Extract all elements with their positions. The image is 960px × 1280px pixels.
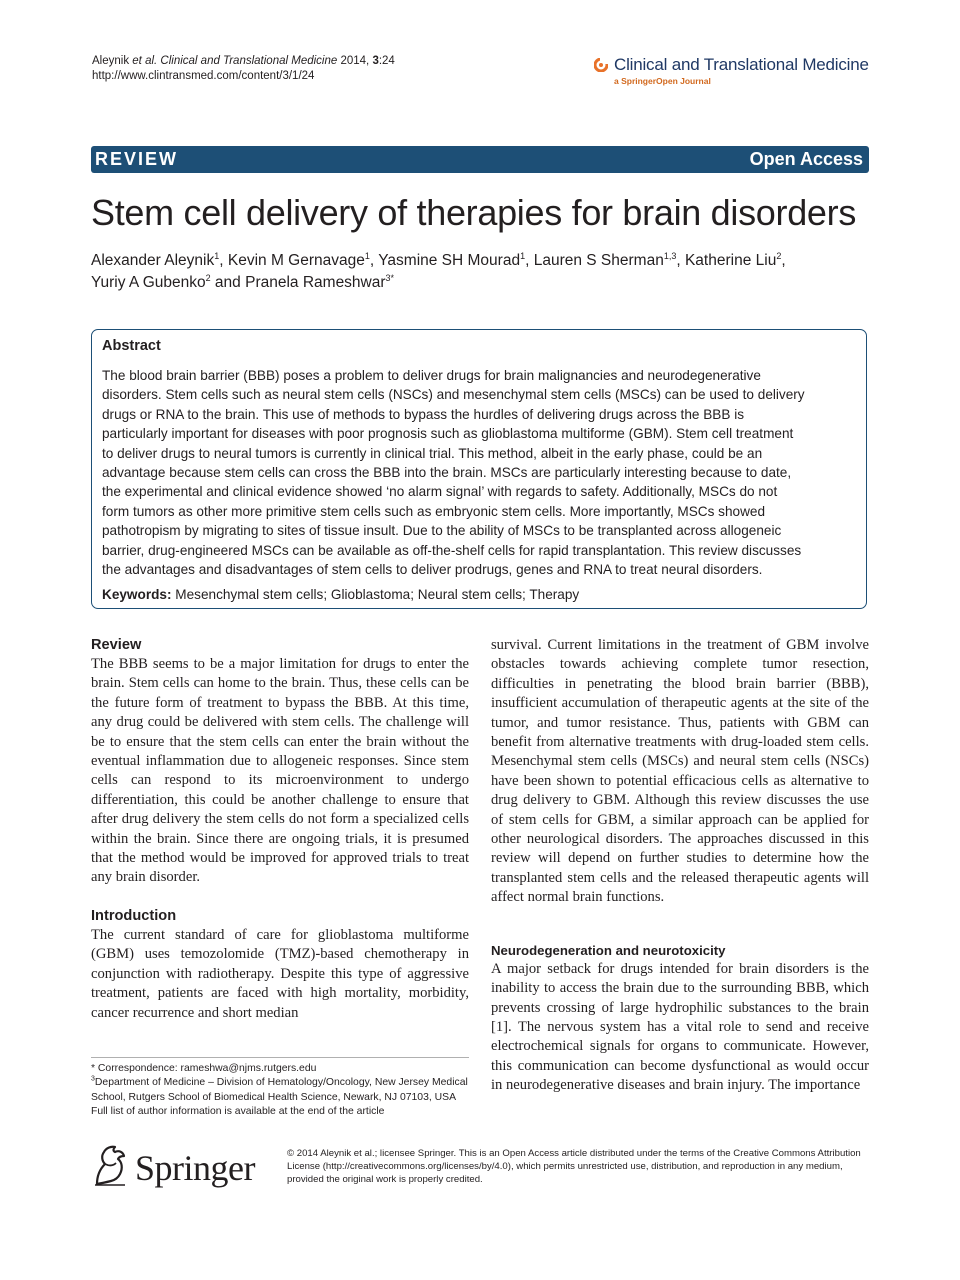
- author-name: Katherine Liu: [684, 252, 777, 269]
- affiliation-mark: 3: [91, 1075, 95, 1083]
- affiliation-text: Department of Medicine – Division of Hematology/Oncology, New Jersey Medical School, Rutgers School of Biomedical Health Science, Newark, NJ 07103, USA: [91, 1077, 468, 1103]
- author-affiliation-mark: 1: [364, 250, 370, 261]
- journal-logo-subtitle: a SpringerOpen Journal: [614, 76, 711, 86]
- author-name: Yuriy A Gubenko: [91, 274, 206, 291]
- author-separator: ,: [676, 252, 685, 269]
- author-affiliation-mark: 3*: [385, 272, 395, 283]
- keywords-label: Keywords:: [102, 587, 172, 602]
- citation-article: :24: [378, 55, 395, 67]
- citation-line: [92, 54, 395, 69]
- journal-logo-title: Clinical and Translational Medicine: [614, 55, 869, 74]
- author-separator: ,: [525, 252, 534, 269]
- journal-logo-icon: [594, 58, 608, 72]
- author-affiliation-mark: 2: [205, 272, 211, 283]
- author-name: Kevin M Gernavage: [227, 252, 365, 269]
- abstract-line: disorders. Stem cells such as neural stem cells (NSCs) and mesenchymal stem cells (MSCs) can be used to delivery: [102, 387, 805, 403]
- author-name: Alexander Aleynik: [91, 252, 215, 269]
- article-title: Stem cell delivery of therapies for brain disorders: [91, 192, 857, 233]
- author-name: Lauren S Sherman: [533, 252, 664, 269]
- author-affiliation-mark: 1: [520, 250, 526, 261]
- column-left: [91, 636, 469, 1023]
- abstract-box: [91, 329, 867, 609]
- column-right: [491, 636, 869, 1096]
- abstract-line: particularly important for diseases with poor prognosis such as glioblastoma multiforme (GBM). Stem cell treatment: [102, 426, 794, 442]
- article-url[interactable]: http://www.clintransmed.com/content/3/1/24: [92, 70, 315, 82]
- abstract-line: The blood brain barrier (BBB) poses a problem to deliver drugs for brain malignancies and neurodegenerative: [102, 368, 761, 383]
- author-list: [91, 250, 851, 294]
- journal-logo: [594, 55, 869, 86]
- abstract-line: barrier, drug-engineered MSCs can be available as off-the-shelf cells for rapid transplantation. This review discusses: [102, 542, 802, 558]
- footnotes: [91, 1062, 469, 1120]
- springer-horse-icon: [91, 1144, 129, 1191]
- citation-year: 2014,: [337, 55, 373, 67]
- springer-logo: [91, 1144, 255, 1191]
- article-type-banner: [91, 146, 869, 173]
- citation-volume: 3: [372, 55, 379, 67]
- author-affiliation-mark: 2: [776, 250, 782, 261]
- author-info-note: Full list of author information is available at the end of the article: [91, 1106, 385, 1118]
- article-type-label: REVIEW: [95, 149, 179, 169]
- section-heading-review: Review: [91, 637, 142, 653]
- citation-header: [92, 54, 395, 84]
- keywords-list: Mesenchymal stem cells; Glioblastoma; Neural stem cells; Therapy: [171, 587, 580, 602]
- author-name: Yasmine SH Mourad: [378, 252, 521, 269]
- abstract-line: drugs or RNA to the brain. This use of methods to bypass the hurdles of delivering drugs across the BBB is: [102, 406, 745, 422]
- abstract-line: to deliver drugs to neural tumors is currently in clinical trial. This method, albeit in the early phase, could be an: [102, 445, 763, 461]
- author-affiliation-mark: 1,3: [663, 250, 677, 261]
- springer-wordmark: Springer: [135, 1147, 255, 1188]
- abstract-line: the experimental and clinical evidence showed ‘no alarm signal’ with regards to safety. Additionally, MSCs do not: [102, 484, 778, 500]
- introduction-continued-paragraph: survival. Current limitations in the treatment of GBM involve obstacles towards achieving complete tumor resection, difficulties in penetrating the blood brain barrier (BBB), insufficient accumulation of therapeutic agents at the site of the tumor, and tumor resistance. Thus, patients with GBM can benefit from alternative treatments with drug-loaded stem cells. Mesenchymal stem cells (MSCs) and neural stem cells (NSCs) have been shown to potential efficacious cells as alternative to drug delivery to GBM. Although this review discusses the use of stem cells for GBM, a similar approach can be applied for other neurological disorders. The approaches discussed in this review will depend on further studies to determine how the transplanted stem cells and the released therapeutic agents will affect normal brain functions.: [491, 637, 869, 906]
- citation-etal: et al.: [132, 55, 158, 67]
- abstract-heading: Abstract: [102, 338, 161, 354]
- footnote-divider: [91, 1057, 469, 1058]
- abstract-line: form tumors as other more primitive stem cells such as embryonic stem cells. More importantly, MSCs showed: [102, 503, 766, 519]
- abstract-body: [102, 366, 854, 579]
- author-name: Pranela Rameshwar: [245, 274, 386, 291]
- author-separator: ,: [781, 252, 786, 269]
- abstract-line: pathotropism by migrating to sites of tissue insult. Due to the ability of MSCs to be transplanted across allogeneic: [102, 523, 782, 539]
- correspondence-note: * Correspondence: rameshwa@njms.rutgers.edu: [91, 1063, 317, 1074]
- keywords: [102, 587, 579, 602]
- subsection-heading-neurodegeneration: Neurodegeneration and neurotoxicity: [491, 942, 726, 958]
- author-affiliation-mark: 1: [214, 250, 220, 261]
- author-separator: and: [210, 274, 246, 291]
- citation-authors: Aleynik: [92, 55, 133, 67]
- review-paragraph: The BBB seems to be a major limitation for drugs to enter the brain. Stem cells can home to the brain. Thus, these cells can be the future form of treatment to bypass the BBB. At this time, any drug could be delivered with stem cells. The challenge will be to ensure that the stem cells can enter the brain without the eventual inflammation due to allogeneic responses. Since stem cells can respond to its microenvironment to undergo differentiation, this could be another challenge to ensure that after drug delivery the stem cells do not form a specialized cells within the brain. Since there are ongoing trials, it is presumed that the method would be improved for approved trials to treat any brain disorder.: [91, 656, 469, 886]
- author-separator: ,: [369, 252, 379, 269]
- abstract-line: advantage because stem cells can cross the BBB into the brain. MSCs are particularly interesting because to date,: [102, 465, 792, 481]
- section-heading-introduction: Introduction: [91, 907, 177, 924]
- neurodegeneration-paragraph: A major setback for drugs intended for brain disorders is the inability to access the brain due to the surrounding BBB, which prevents crossing of large hydrophilic substances to the brain [1]. The nervous system has a vital role to send and receive electrochemical signals for organs to communicate. However, this communication can become dysfunctional as would occur in neurodegenerative diseases and brain injury. The importance: [491, 960, 869, 1094]
- abstract-line: the advantages and disadvantages of stem cells to deliver prodrugs, genes and RNA to treat neural disorders.: [102, 562, 763, 578]
- affiliation-note: [91, 1076, 469, 1105]
- open-access-label: Open Access: [749, 149, 863, 169]
- citation-journal: Clinical and Translational Medicine: [157, 55, 338, 67]
- introduction-paragraph: The current standard of care for glioblastoma multiforme (GBM) uses temozolomide (TMZ)-based chemotherapy in conjunction with radiotherapy. Despite this type of aggressive treatment, patients are faced with high mortality, morbidity, cancer recurrence and short median: [91, 926, 469, 1021]
- license-statement: © 2014 Aleynik et al.; licensee Springer. This is an Open Access article distributed under the terms of the Creative Commons Attribution License (http://creativecommons.org/licenses/by/4.0), which permits unrestricted use, distribution, and reproduction in any medium, provided the original work is properly credited.: [287, 1148, 861, 1186]
- author-separator: ,: [219, 252, 228, 269]
